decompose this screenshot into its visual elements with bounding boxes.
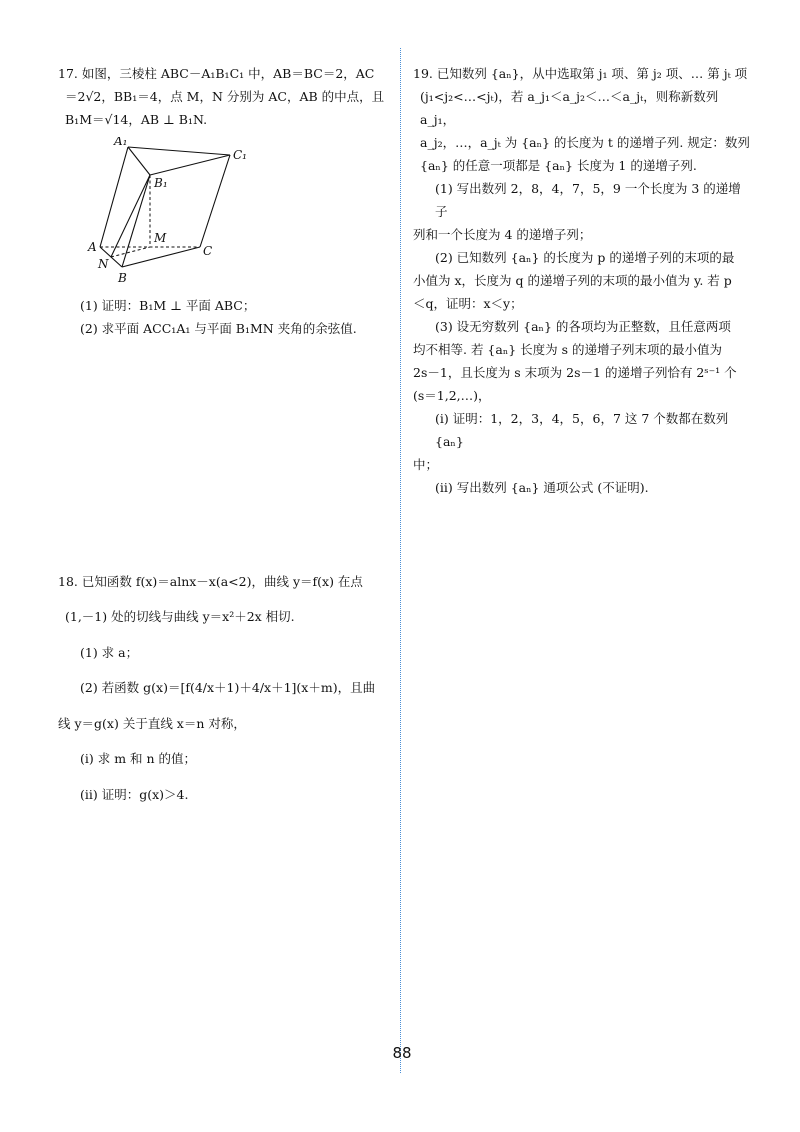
- q19-line-2: (j₁<j₂<…<jₜ)，若 a_j₁＜a_j₂＜…＜a_jₜ，则称新数列 a_j₁，: [420, 89, 719, 127]
- label-n: N: [98, 257, 109, 271]
- label-m: M: [154, 231, 167, 245]
- q19-part-3-c: 2s－1，且长度为 s 末项为 2s－1 的递增子列恰有 2ˢ⁻¹ 个: [413, 365, 737, 380]
- q17-part-1: (1) 证明：B₁M ⊥ 平面 ABC；: [80, 298, 256, 313]
- q18-part-2-b: 线 y＝g(x) 关于直线 x＝n 对称，: [58, 715, 246, 731]
- page-number: 88: [392, 1044, 412, 1062]
- question-19: [413, 62, 751, 499]
- q19-part-2-a: (2) 已知数列 {aₙ} 的长度为 p 的递增子列的末项的最: [435, 250, 735, 265]
- question-18: [58, 557, 390, 818]
- q18-part-2-a: (2) 若函数 g(x)＝[f(4/x＋1)＋4/x＋1](x＋m)，且曲: [80, 680, 376, 695]
- label-b: B: [118, 271, 127, 285]
- q18-sub-ii: (ii) 证明：g(x)＞4.: [80, 786, 189, 802]
- q19-part-3-b: 均不相等. 若 {aₙ} 长度为 s 的递增子列末项的最小值为: [413, 342, 723, 357]
- q17-line-3: B₁M＝√14，AB ⊥ B₁N.: [65, 112, 208, 127]
- q19-part-1-b: 列和一个长度为 4 的递增子列；: [413, 227, 592, 242]
- q17-line-1: 17. 如图，三棱柱 ABC－A₁B₁C₁ 中，AB＝BC＝2，AC: [58, 66, 375, 81]
- q18-line-1: 18. 已知函数 f(x)＝alnx－x(a<2)，曲线 y＝f(x) 在点: [58, 573, 363, 589]
- column-divider: [400, 48, 401, 1073]
- q19-part-1-a: (1) 写出数列 2，8，4，7，5，9 一个长度为 3 的递增子: [435, 181, 741, 219]
- label-c1: C₁: [233, 148, 247, 162]
- q17-part-2: (2) 求平面 ACC₁A₁ 与平面 B₁MN 夹角的余弦值.: [80, 321, 357, 336]
- q19-part-3-a: (3) 设无穷数列 {aₙ} 的各项均为正整数，且任意两项: [435, 319, 731, 334]
- q19-sub-i-a: (i) 证明：1，2，3，4，5，6，7 这 7 个数都在数列 {aₙ}: [435, 411, 729, 449]
- q19-sub-ii: (ii) 写出数列 {aₙ} 通项公式 (不证明).: [435, 480, 649, 495]
- q19-line-1: 19. 已知数列 {aₙ}，从中选取第 j₁ 项、第 j₂ 项、… 第 jₜ 项: [413, 66, 748, 81]
- q19-part-2-c: ＜q，证明：x＜y；: [413, 296, 523, 311]
- prism-figure: [80, 137, 280, 287]
- label-a1: A₁: [114, 137, 128, 148]
- q19-line-3: a_j₂，…，a_jₜ 为 {aₙ} 的长度为 t 的递增子列. 规定：数列: [420, 135, 750, 150]
- question-17: [58, 62, 390, 340]
- q18-line-2: (1,－1) 处的切线与曲线 y＝x²＋2x 相切.: [65, 609, 295, 624]
- label-b1: B₁: [154, 176, 168, 190]
- q19-sub-i-b: 中；: [413, 457, 439, 472]
- label-a: A: [88, 240, 97, 254]
- q17-line-2: ＝2√2，BB₁＝4，点 M，N 分别为 AC，AB 的中点，且: [65, 89, 385, 104]
- q19-line-4: {aₙ} 的任意一项都是 {aₙ} 长度为 1 的递增子列.: [420, 158, 697, 173]
- label-c: C: [203, 244, 213, 258]
- q19-part-3-d: (s＝1,2,…)，: [413, 388, 491, 403]
- q18-sub-i: (i) 求 m 和 n 的值；: [80, 751, 197, 766]
- q19-part-2-b: 小值为 x，长度为 q 的递增子列的末项的最小值为 y. 若 p: [413, 273, 732, 288]
- q18-part-1: (1) 求 a；: [80, 644, 139, 660]
